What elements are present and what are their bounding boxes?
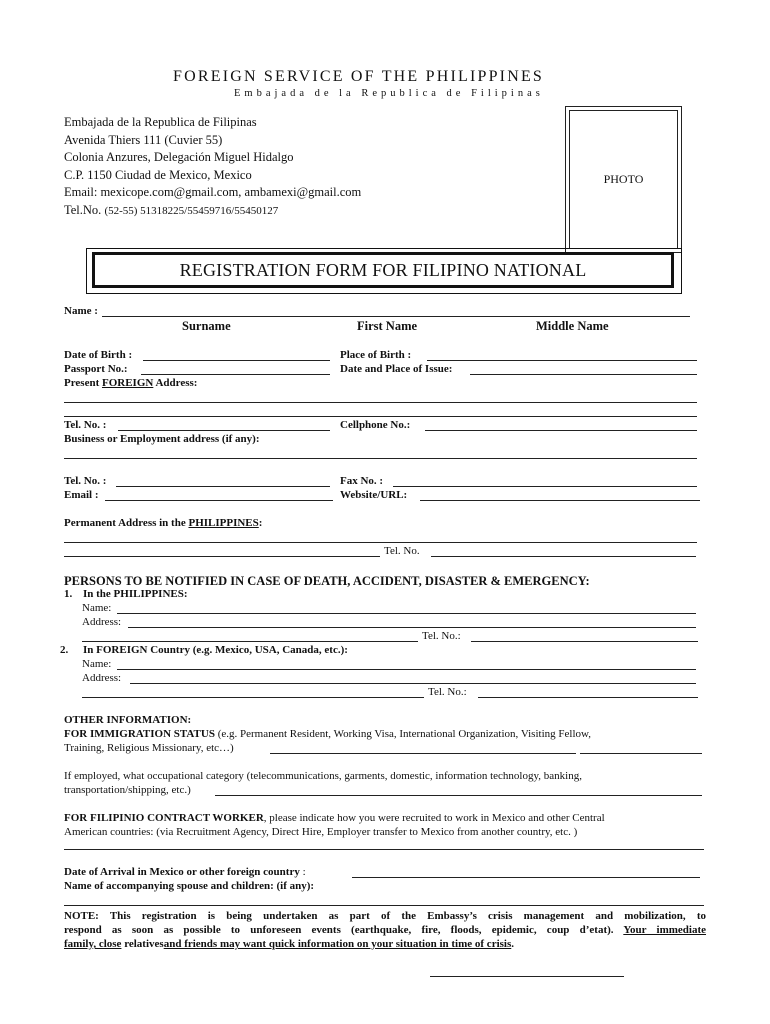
fax-label: Fax No. :: [340, 475, 384, 487]
email-field[interactable]: [105, 500, 333, 501]
emergency-foreign-name-field[interactable]: [117, 669, 696, 670]
arrival-date-text: Date of Arrival in Mexico or other foreign country: [64, 866, 300, 878]
middle-name-label: Middle Name: [536, 319, 609, 333]
note-text: relatives: [121, 938, 164, 950]
dob-label: Date of Birth :: [64, 349, 133, 361]
note-emphasis: and friends may want quick information on your situation in time of crisis: [163, 938, 512, 950]
contract-worker-title: FOR FILIPINIO CONTRACT WORKER: [64, 812, 264, 824]
contract-worker-text: , please indicate how you were recruited to work in Mexico and other Central: [263, 812, 605, 824]
name-label: Name :: [64, 305, 98, 317]
permanent-address-label: [64, 517, 262, 529]
embassy-line: C.P. 1150 Ciudad de Mexico, Mexico: [64, 167, 252, 182]
emergency-ph-address-field[interactable]: [128, 627, 696, 628]
first-name-label: First Name: [357, 319, 418, 333]
website-label: Website/URL:: [340, 489, 408, 501]
occupation-label: If employed, what occupational category (telecommunications, garments, domestic, information technology, banking,: [64, 770, 582, 782]
business-tel-label: Tel. No. :: [64, 475, 107, 487]
other-info-heading: OTHER INFORMATION:: [64, 714, 192, 726]
passport-label: Passport No.:: [64, 363, 128, 375]
business-address-label: Business or Employment address (if any):: [64, 433, 260, 445]
note-emphasis: family, close: [64, 938, 122, 950]
arrival-date-field[interactable]: [352, 877, 700, 878]
embassy-line: Embajada de la Republica de Filipinas: [64, 115, 257, 129]
pob-label: Place of Birth :: [340, 349, 412, 361]
immigration-status-title: FOR IMMIGRATION STATUS: [64, 728, 215, 740]
emergency-foreign-address-field[interactable]: [130, 683, 696, 684]
tel-label: Tel. No. :: [64, 419, 107, 431]
crisis-note: [64, 909, 706, 951]
note-line: [64, 923, 706, 937]
permanent-tel-field[interactable]: [431, 556, 696, 557]
emergency-foreign-number: 2.: [60, 644, 69, 656]
occupation-field[interactable]: [215, 795, 702, 796]
passport-field[interactable]: [141, 374, 330, 375]
note-emphasis: Your immediate: [623, 924, 707, 936]
immigration-status-field[interactable]: [270, 753, 576, 754]
note-text: respond as soon as possible to unforeseen events (earthquake, fire, floods, epidemic, coup d’etat).: [64, 924, 614, 936]
photo-box: [569, 110, 678, 249]
embassy-phone: [64, 202, 361, 221]
emergency-ph-tel-field[interactable]: [471, 641, 698, 642]
cellphone-label: Cellphone No.:: [340, 419, 411, 431]
embassy-line: Avenida Thiers 111 (Cuvier 55): [64, 132, 223, 147]
note-text: .: [511, 938, 515, 950]
arrival-date-label: [64, 866, 306, 878]
emergency-ph-name-label: Name:: [82, 602, 112, 614]
emergency-foreign-tel-label: Tel. No.:: [428, 686, 467, 698]
doi-label: Date and Place of Issue:: [340, 363, 453, 375]
present-address-label: [64, 377, 197, 389]
permanent-address-text: :: [258, 517, 263, 529]
business-tel-field[interactable]: [116, 486, 330, 487]
emergency-foreign-name-label: Name:: [82, 658, 112, 670]
spouse-children-label: Name of accompanying spouse and children: (if any):: [64, 880, 315, 892]
emergency-ph-name-field[interactable]: [117, 613, 696, 614]
name-field[interactable]: [102, 316, 690, 317]
immigration-status-text: (e.g. Permanent Resident, Working Visa, International Organization, Visiting Fellow,: [214, 728, 591, 740]
contract-worker-text: American countries: (via Recruitment Agency, Direct Hire, Employer transfer to Mexico from another country, etc. ): [64, 826, 578, 838]
note-line: [64, 937, 706, 951]
dob-field[interactable]: [143, 360, 330, 361]
embassy-line: Colonia Anzures, Delegación Miguel Hidalgo: [64, 150, 294, 164]
immigration-status-label: [64, 728, 591, 740]
arrival-date-colon: :: [302, 866, 306, 878]
permanent-address-country: PHILIPPINES: [188, 517, 259, 529]
emergency-foreign-address-field[interactable]: [82, 697, 424, 698]
emergency-heading: PERSONS TO BE NOTIFIED IN CASE OF DEATH, ACCIDENT, DISASTER & EMERGENCY:: [64, 574, 590, 588]
permanent-address-field[interactable]: [64, 542, 697, 543]
cellphone-field[interactable]: [425, 430, 697, 431]
website-field[interactable]: [420, 500, 700, 501]
tel-field[interactable]: [118, 430, 330, 431]
form-title: REGISTRATION FORM FOR FILIPINO NATIONAL: [179, 259, 587, 280]
emergency-ph-number: 1.: [64, 588, 73, 600]
present-address-field[interactable]: [64, 402, 697, 403]
occupation-label-cont: transportation/shipping, etc.): [64, 784, 191, 796]
photo-label: PHOTO: [603, 172, 644, 186]
note-line: NOTE: This registration is being undertaken as part of the Embassy’s crisis management and mobilization, to: [64, 910, 706, 922]
surname-label: Surname: [182, 319, 231, 333]
emergency-ph-tel-label: Tel. No.:: [422, 630, 461, 642]
header-title: FOREIGN SERVICE OF THE PHILIPPINES: [173, 68, 545, 85]
spouse-children-field[interactable]: [64, 905, 704, 906]
contract-worker-field[interactable]: [64, 849, 704, 850]
permanent-address-field[interactable]: [64, 556, 380, 557]
embassy-address: [64, 114, 361, 220]
emergency-ph-address-field[interactable]: [82, 641, 418, 642]
tel-value: (52-55) 51318225/55459716/55450127: [104, 204, 279, 217]
tel-label: Tel.No.: [64, 202, 102, 217]
emergency-foreign-tel-field[interactable]: [478, 697, 698, 698]
emergency-foreign-address-label: Address:: [82, 672, 122, 684]
doi-field[interactable]: [470, 374, 697, 375]
present-address-text: Address:: [153, 377, 198, 389]
permanent-address-text: Permanent Address in the: [64, 517, 189, 529]
emergency-ph-label: In the PHILIPPINES:: [83, 588, 188, 600]
present-address-text: Present: [64, 377, 102, 389]
business-address-field[interactable]: [64, 458, 697, 459]
pob-field[interactable]: [427, 360, 697, 361]
contract-worker-label: [64, 812, 605, 824]
emergency-foreign-label: In FOREIGN Country (e.g. Mexico, USA, Canada, etc.):: [83, 644, 348, 656]
fax-field[interactable]: [393, 486, 697, 487]
present-address-foreign: FOREIGN: [101, 377, 154, 389]
emergency-ph-address-label: Address:: [82, 616, 122, 628]
permanent-tel-label: Tel. No.: [384, 545, 420, 557]
header-subtitle: Embajada de la Republica de Filipinas: [234, 88, 544, 99]
present-address-field[interactable]: [64, 416, 697, 417]
embassy-email: Email: mexicope.com@gmail.com, ambamexi@gmail.com: [64, 185, 362, 199]
email-label: Email :: [64, 489, 99, 501]
immigration-status-field[interactable]: [580, 753, 702, 754]
signature-line[interactable]: [430, 976, 624, 977]
form-title-box: [92, 252, 674, 288]
immigration-status-text: Training, Religious Missionary, etc…): [64, 742, 234, 754]
